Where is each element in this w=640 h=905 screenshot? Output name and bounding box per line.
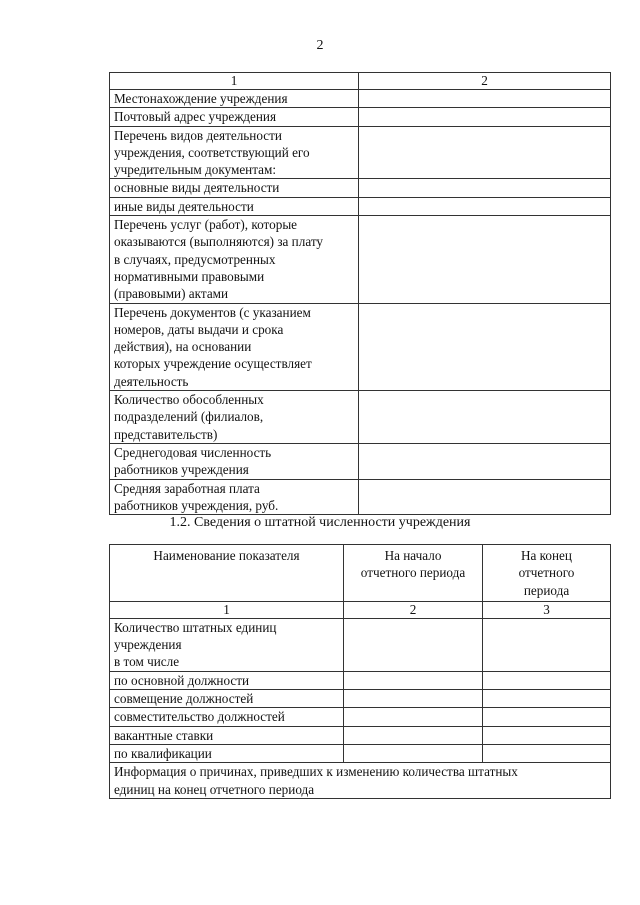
header-indicator-name: Наименование показателя	[110, 545, 344, 602]
row-label-location: Местонахождение учреждения	[110, 90, 359, 108]
row-value-location	[359, 90, 611, 108]
table-row	[110, 744, 611, 762]
table-row	[110, 216, 611, 303]
row-value-end	[483, 618, 611, 671]
row-value-paid-services	[359, 216, 611, 303]
row-value-average-headcount	[359, 443, 611, 479]
table-row	[110, 303, 611, 390]
table-header-row	[110, 73, 611, 90]
header-period-end: На конец отчетного периода	[483, 545, 611, 602]
table-header-row	[110, 545, 611, 602]
row-label-paid-services: Перечень услуг (работ), которые оказываются (выполняются) за плату в случаях, предусмотренных нормативными правовыми (правовыми) актами	[110, 216, 359, 303]
table-row	[110, 726, 611, 744]
row-value-end	[483, 690, 611, 708]
row-label-main-activities: основные виды деятельности	[110, 179, 359, 197]
row-value-activities-list	[359, 126, 611, 179]
table-row	[110, 443, 611, 479]
row-value-postal-address	[359, 108, 611, 126]
column-number-2: 2	[359, 73, 611, 90]
column-number-1: 1	[110, 601, 344, 618]
table-row	[110, 90, 611, 108]
column-number-2: 2	[344, 601, 483, 618]
row-label-other-activities: иные виды деятельности	[110, 197, 359, 215]
row-label-branches: Количество обособленных подразделений (филиалов, представительств)	[110, 391, 359, 444]
row-label-average-headcount: Среднегодовая численность работников учреждения	[110, 443, 359, 479]
table-row	[110, 708, 611, 726]
row-label-main-position: по основной должности	[110, 671, 344, 689]
row-value-start	[344, 708, 483, 726]
row-value-end	[483, 726, 611, 744]
institution-info-table	[109, 72, 611, 515]
row-value-documents	[359, 303, 611, 390]
table-footer-row	[110, 763, 611, 799]
row-value-end	[483, 708, 611, 726]
row-label-staff-units: Количество штатных единиц учреждения в том числе	[110, 618, 344, 671]
row-label-average-salary: Средняя заработная плата работников учреждения, руб.	[110, 479, 359, 515]
row-value-end	[483, 671, 611, 689]
table-row	[110, 108, 611, 126]
section-title: 1.2. Сведения о штатной численности учреждения	[169, 515, 471, 530]
table-row	[110, 690, 611, 708]
row-value-average-salary	[359, 479, 611, 515]
row-label-part-time: совместительство должностей	[110, 708, 344, 726]
table-row	[110, 479, 611, 515]
row-value-main-activities	[359, 179, 611, 197]
table-row	[110, 391, 611, 444]
table-numbering-row	[110, 601, 611, 618]
row-label-vacancies: вакантные ставки	[110, 726, 344, 744]
row-value-end	[483, 744, 611, 762]
row-label-postal-address: Почтовый адрес учреждения	[110, 108, 359, 126]
row-value-branches	[359, 391, 611, 444]
row-label-combination: совмещение должностей	[110, 690, 344, 708]
header-period-start: На начало отчетного периода	[344, 545, 483, 602]
row-value-start	[344, 690, 483, 708]
table-row	[110, 126, 611, 179]
page-number: 2	[316, 38, 324, 53]
row-label-qualification: по квалификации	[110, 744, 344, 762]
column-number-3: 3	[483, 601, 611, 618]
table-row	[110, 671, 611, 689]
staff-count-table	[109, 544, 611, 799]
table-row	[110, 179, 611, 197]
row-value-start	[344, 726, 483, 744]
row-value-start	[344, 744, 483, 762]
table-row	[110, 618, 611, 671]
table-row	[110, 197, 611, 215]
change-reasons-info: Информация о причинах, приведших к изменению количества штатных единиц на конец отчетного периода	[110, 763, 611, 799]
row-value-other-activities	[359, 197, 611, 215]
row-label-documents: Перечень документов (с указанием номеров, даты выдачи и срока действия), на основании которых учреждение осуществляет деятельность	[110, 303, 359, 390]
row-label-activities-list: Перечень видов деятельности учреждения, соответствующий его учредительным документам:	[110, 126, 359, 179]
row-value-start	[344, 671, 483, 689]
column-number-1: 1	[110, 73, 359, 90]
row-value-start	[344, 618, 483, 671]
